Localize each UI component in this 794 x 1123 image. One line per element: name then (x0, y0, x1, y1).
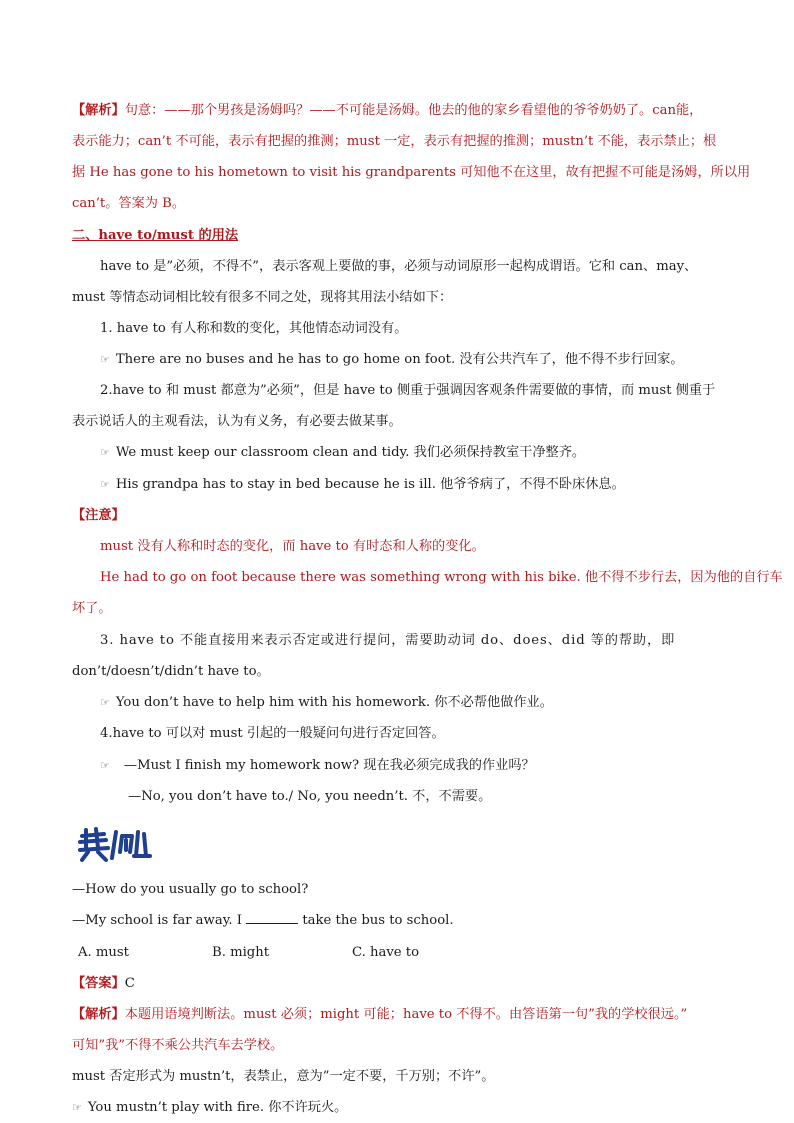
option-c: C. have to (352, 945, 420, 960)
analysis2-label: 【解析】 (72, 1007, 125, 1022)
note-line3: 坏了。 (72, 601, 112, 616)
option-a: A. must (78, 945, 129, 960)
point2-example1: ☞ We must keep our classroom clean and tidy. 我们必须保持教室干净整齐。 (100, 445, 586, 460)
pointing-hand-icon: ☞ (100, 478, 110, 491)
question-line2: —My school is far away. I take the bus to school. (72, 913, 454, 928)
analysis2-line1: 【解析】本题用语境判断法。must 必须；might 可能；have to 不得不。由答语第一句”我的学校很远。” (72, 1007, 688, 1022)
analysis1-line2: 表示能力；can’t 不可能，表示有把握的推测；must 一定，表示有把握的推测；mustn’t 不能，表示禁止；根 (72, 134, 717, 149)
section-heading: 二、have to/must 的用法 (72, 228, 239, 243)
analysis1-line3: 据 He has gone to his hometown to visit his grandparents 可知他不在这里，故有把握不可能是汤姆，所以用 (72, 165, 751, 180)
answer-value: C (124, 976, 135, 991)
analysis2-example: ☞ You mustn’t play with fire. 你不许玩火。 (72, 1100, 348, 1115)
point4-example-a: —No, you don’t have to./ No, you needn’t. 不，不需要。 (128, 789, 492, 804)
question-line1: —How do you usually go to school? (72, 882, 309, 897)
point2-example2: ☞ His grandpa has to stay in bed because he is ill. 他爷爷病了，不得不卧床休息。 (100, 477, 625, 492)
analysis1-line4: can’t。答案为 B。 (72, 196, 186, 211)
point4-text: 4.have to 可以对 must 引起的一般疑问句进行否定回答。 (100, 726, 445, 741)
analysis2-line2: 可知”我”不得不乘公共汽车去学校。 (72, 1038, 284, 1053)
option-b: B. might (212, 945, 270, 960)
note-line1: must 没有人称和时态的变化，而 have to 有时态和人称的变化。 (100, 539, 485, 554)
pointing-hand-icon: ☞ (72, 1101, 82, 1114)
intro-line1: have to 是”必须，不得不”，表示客观上要做的事，必须与动词原形一起构成谓语。它和 can、may、 (100, 259, 698, 274)
pointing-hand-icon: ☞ (100, 446, 110, 459)
intro-line2: must 等情态动词相比较有很多不同之处，现将其用法小结如下： (72, 290, 453, 305)
point1-example: ☞ There are no buses and he has to go home on foot. 没有公共汽车了，他不得不步行回家。 (100, 352, 684, 367)
point3-example: ☞ You don’t have to help him with his homework. 你不必帮他做作业。 (100, 695, 553, 710)
note-line2: He had to go on foot because there was something wrong with his bike. 他不得不步行去，因为他的自行车 (100, 570, 783, 585)
pointing-hand-icon: ☞ (100, 759, 110, 772)
answer-blank (246, 911, 298, 924)
point3-line1: 3. have to 不能直接用来表示否定或进行提问，需要助动词 do、does、did 等的帮助，即 (100, 633, 676, 648)
point3-line2: don’t/doesn’t/didn’t have to。 (72, 664, 270, 679)
point2-line1: 2.have to 和 must 都意为”必须”，但是 have to 侧重于强调因客观条件需要做的事情，而 must 侧重于 (100, 383, 716, 398)
pointing-hand-icon: ☞ (100, 353, 110, 366)
note-label: 【注意】 (72, 508, 125, 523)
analysis2-line3: must 否定形式为 mustn’t，表禁止，意为”一定不要，千万别；不许”。 (72, 1069, 495, 1084)
answer-label: 【答案】 (72, 976, 125, 991)
point1-text: 1. have to 有人称和数的变化，其他情态动词没有。 (100, 321, 408, 336)
pointing-hand-icon: ☞ (100, 696, 110, 709)
point4-example-q: ☞ —Must I finish my homework now? 现在我必须完成我的作业吗？ (100, 758, 535, 773)
example-logo-icon (76, 826, 154, 864)
answer-line (72, 974, 732, 994)
analysis-label: 【解析】 (72, 103, 125, 118)
analysis1-line1: 【解析】句意：——那个男孩是汤姆吗？——不可能是汤姆。他去的他的家乡看望他的爷爷奶奶了。can能， (72, 103, 703, 118)
point2-line2: 表示说话人的主观看法，认为有义务，有必要去做某事。 (72, 414, 402, 429)
